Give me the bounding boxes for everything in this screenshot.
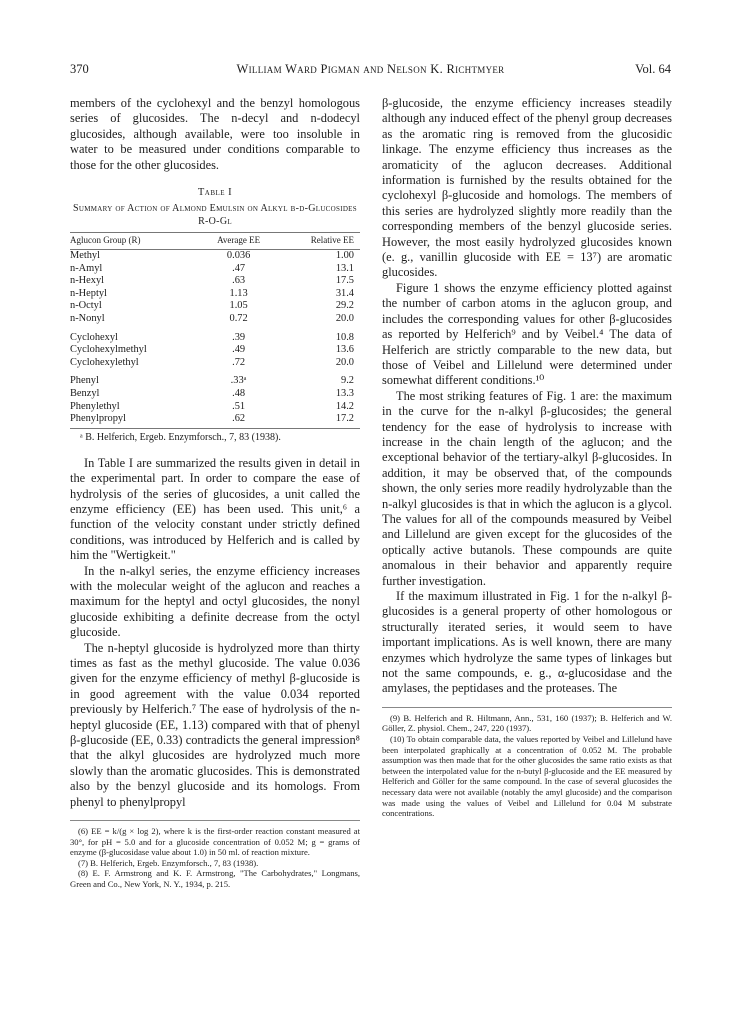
column-header: Aglucon Group (R) [70,233,202,250]
average-ee-cell: .72 [232,356,246,368]
table-row [70,326,360,345]
paragraph: Figure 1 shows the enzyme efficiency plotted against the number of carbon atoms in the aglucon group, and includes the corresponding values for other β-glucosides as reported by Helferich⁹ and by Veibel.⁴ The data of Helferich are strictly comparable to the new data, but those of Veibel and Lillelund were determined under somewhat different conditions.¹⁰ [382,280,672,388]
aglucon-cell: n-Amyl [70,262,103,274]
paragraph-continued: β-glucoside, the enzyme efficiency increases steadily although any induced effect of the phenyl group decreases as the aromatic ring is removed from the glucosidic linkage. The enzyme efficiency thus increases as the aromaticity of the aglucon decreases. Additional information is furnished by the results obtained for the cyclohexyl β-glucoside and homologs. The members of this series are hydrolyzed slightly more readily than the corresponding members of the benzyl glucoside series. However, the most easily hydrolyzed glucosides known (e. g., vanillin glucoside with EE = 13⁷) are aromatic glucosides. [382,96,672,280]
running-title: William Ward Pigman and Nelson K. Richtmyer [236,62,505,76]
aglucon-cell: Phenylpropyl [70,413,202,428]
relative-ee-cell: 20.0 [335,313,354,324]
table-row [70,263,360,276]
running-header [70,62,671,80]
table-row [70,250,360,263]
table-row [70,313,360,326]
footnotes [70,820,360,890]
relative-ee-cell: 9.2 [341,375,354,387]
average-ee-cell: 1.05 [229,300,248,312]
right-column [382,96,672,819]
paragraph: If the maximum illustrated in Fig. 1 for the n-alkyl β-glucosides is a general property of other homologous or structurally iterated series, it would seem to have important implications. As is well known, there are many enzymes which hydrolyze the same types of linkages but not the same compounds, e. g., α-glucosidase and the amylases, the peptidases and the proteases. The [382,589,672,696]
relative-ee-cell: 20.0 [335,356,354,368]
footnote: (7) B. Helferich, Ergeb. Enzymforsch., 7, 83 (1938). [78,857,259,868]
volume-label: Vol. 64 [635,62,671,76]
table-row [70,275,360,288]
table-title: Table I [197,187,233,199]
table-header-row [70,233,360,250]
table-row [70,369,360,388]
relative-ee-cell: 13.1 [335,262,354,274]
relative-ee-cell: 17.2 [276,413,360,428]
aglucon-cell: Methyl [70,250,101,262]
table-body [70,250,360,429]
average-ee-cell: .49 [232,344,246,356]
table-row [70,288,360,301]
aglucon-cell: Cyclohexylmethyl [70,344,147,356]
relative-ee-cell: 13.6 [335,344,354,356]
average-ee-cell: .47 [232,262,246,274]
table-caption: Summary of Action of Almond Emulsin on Alkyl β-d-Glucosides R-O-Gl [73,203,357,227]
relative-ee-cell: 1.00 [335,250,354,262]
relative-ee-cell: 31.4 [335,287,354,299]
footnote: (8) E. F. Armstrong and K. F. Armstrong, "The Carbohydrates," Longmans, Green and Co., New York, N. Y., 1934, p. 215. [70,868,360,890]
relative-ee-cell: 17.5 [335,275,354,287]
paragraph: In the n-alkyl series, the enzyme efficiency increases with the molecular weight of the aglucon and reaches a maximum for the heptyl and octyl glucosides, the nonyl glucoside exhibiting a definite decrease from the octyl glucoside. [70,563,360,640]
aglucon-cell: n-Heptyl [70,287,107,299]
left-column [70,96,360,890]
aglucon-cell: Phenylethyl [70,400,120,412]
aglucon-cell: n-Hexyl [70,275,105,287]
average-ee-cell: 1.13 [229,287,248,299]
footnote: (9) B. Helferich and R. Hiltmann, Ann., 531, 160 (1937); B. Helferich and W. Göller, Z. physiol. Chem., 247, 220 (1937). [382,712,672,734]
table-row [70,388,360,401]
table-row [70,300,360,313]
aglucon-cell: Cyclohexyl [70,331,118,343]
average-ee-cell: .48 [232,387,246,399]
aglucon-cell: Cyclohexylethyl [70,356,139,368]
table-footnote: ᵃ B. Helferich, Ergeb. Enzymforsch., 7, 83 (1938). [80,431,281,443]
average-ee-cell: 0.036 [226,250,251,262]
footnote: (10) To obtain comparable data, the values reported by Veibel and Lillelund have been interpolated graphically at a concentration of 0.052 M. The probable assumption was then made that for the other glucosides the same ratio exists as that between the interpolated value for the n-butyl β-glucoside and the EE measured by Helferich and Göller for the same compound. In the case of several glucosides the necessary data were not available (notably the amyl glucoside) and the comparison was made using the values of Veibel and Lillelund for 0.04 M substrate concentrations. [382,734,672,819]
aglucon-cell: Benzyl [70,387,100,399]
aglucon-cell: Phenyl [70,375,99,387]
footnotes [382,707,672,819]
paragraph: The most striking features of Fig. 1 are: the maximum in the curve for the n-alkyl β-glucosides; the general tendency for the ease of hydrolysis to increase with increase in the chain length of the aglucon; and the exceptional behavior of the tertiary-alkyl β-glucosides. In addition, it may be observed that, of the compounds shown, the only series more readily hydrolyzable than the n-alkyl glucosides is that in which the aglucon is a glycol. The values for all of the compounds measured by Veibel and Lillelund are given except for the glucosides of the optically active butanols. These compounds are quite anomalous in their behavior and apparently require further investigation. [382,388,672,588]
relative-ee-cell: 13.3 [335,387,354,399]
table-row [70,344,360,357]
relative-ee-cell: 10.8 [335,331,354,343]
paragraph: The n-heptyl glucoside is hydrolyzed more than thirty times as fast as the methyl glucoside. The value 0.036 given for the enzyme efficiency of methyl β-glucoside is in good agreement with the value 0.034 reported previously by Helferich.⁷ The ease of hydrolysis of the n-heptyl glucoside (EE, 1.13) compared with that of phenyl β-glucoside (EE, 0.33) contradicts the general impression⁸ that the alkyl glucosides are hydrolyzed much more slowly than the aromatic glucosides. This is demonstrated also by the benzyl glucoside and its homologs. From phenyl to phenylpropyl [70,640,360,809]
relative-ee-cell: 29.2 [335,300,354,312]
ee-summary-table [70,232,360,428]
average-ee-cell: .62 [202,413,276,428]
table-row [70,357,360,370]
table-row [70,413,360,428]
column-header: Average EE [202,233,276,250]
table-row [70,401,360,414]
aglucon-cell: n-Octyl [70,300,102,312]
paragraph-continued: members of the cyclohexyl and the benzyl homologous series of glucosides. The n-decyl and n-dodecyl glucosides, although available, were too insoluble in water to be measured under conditions comparable to those for the other glucosides. [70,96,360,172]
column-header: Relative EE [276,233,360,250]
average-ee-cell: .33ᵃ [230,375,247,387]
aglucon-cell: n-Nonyl [70,313,105,324]
page-number: 370 [70,62,89,76]
average-ee-cell: .63 [232,275,246,287]
footnote: (6) EE = k/(g × log 2), where k is the first-order reaction constant measured at 30°, for pH = 5.0 and for a glucoside concentration of 0.052 M; g = grams of enzyme (β-glucosidase value about 1.0) in 50 ml. of reaction mixture. [70,826,360,858]
average-ee-cell: .51 [232,400,246,412]
average-ee-cell: 0.72 [229,313,248,324]
paragraph: In Table I are summarized the results given in detail in the experimental part. In order to compare the ease of hydrolysis of the series of glucosides, a unit called the enzyme efficiency (EE) has been used. This unit,⁶ a function of the velocity constant under strictly defined conditions, was introduced by Helferich and is called by him the "Wertigkeit." [70,455,360,563]
average-ee-cell: .39 [232,331,246,343]
relative-ee-cell: 14.2 [335,400,354,412]
